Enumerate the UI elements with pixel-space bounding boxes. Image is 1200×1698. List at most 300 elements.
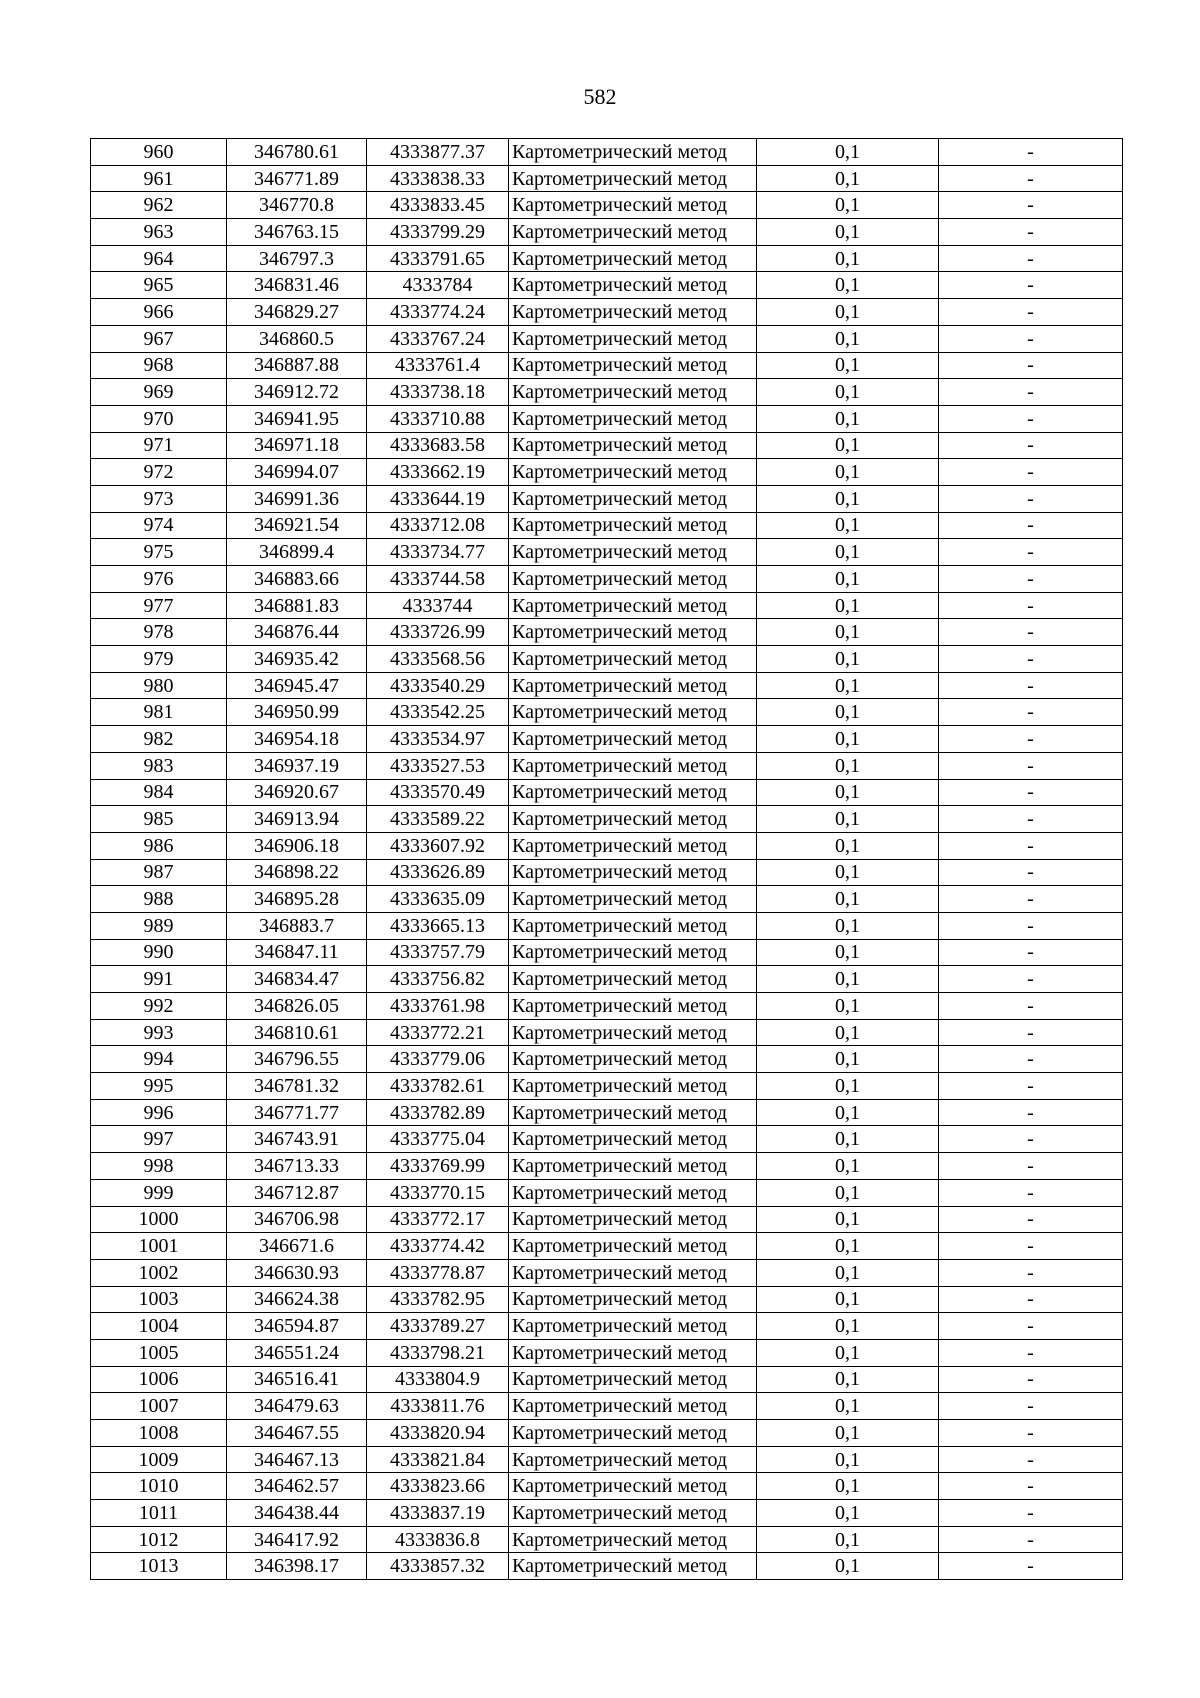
point-number-cell: 961 bbox=[91, 165, 227, 192]
table-row bbox=[91, 619, 1123, 646]
note-cell: - bbox=[939, 165, 1123, 192]
method-cell: Картометрический метод bbox=[509, 432, 757, 459]
point-number-cell: 1007 bbox=[91, 1393, 227, 1420]
method-cell: Картометрический метод bbox=[509, 1553, 757, 1580]
x-coordinate-cell: 346950.99 bbox=[227, 699, 367, 726]
table-row bbox=[91, 1019, 1123, 1046]
note-cell: - bbox=[939, 699, 1123, 726]
table-row bbox=[91, 1446, 1123, 1473]
accuracy-cell: 0,1 bbox=[757, 806, 939, 833]
y-coordinate-cell: 4333540.29 bbox=[367, 672, 509, 699]
y-coordinate-cell: 4333791.65 bbox=[367, 245, 509, 272]
note-cell: - bbox=[939, 832, 1123, 859]
table-row bbox=[91, 165, 1123, 192]
y-coordinate-cell: 4333744.58 bbox=[367, 566, 509, 593]
x-coordinate-cell: 346883.7 bbox=[227, 912, 367, 939]
method-cell: Картометрический метод bbox=[509, 272, 757, 299]
method-cell: Картометрический метод bbox=[509, 592, 757, 619]
note-cell: - bbox=[939, 779, 1123, 806]
x-coordinate-cell: 346991.36 bbox=[227, 485, 367, 512]
point-number-cell: 990 bbox=[91, 939, 227, 966]
point-number-cell: 972 bbox=[91, 459, 227, 486]
note-cell: - bbox=[939, 1500, 1123, 1527]
point-number-cell: 1002 bbox=[91, 1259, 227, 1286]
y-coordinate-cell: 4333568.56 bbox=[367, 646, 509, 673]
note-cell: - bbox=[939, 272, 1123, 299]
x-coordinate-cell: 346479.63 bbox=[227, 1393, 367, 1420]
accuracy-cell: 0,1 bbox=[757, 672, 939, 699]
x-coordinate-cell: 346887.88 bbox=[227, 352, 367, 379]
note-cell: - bbox=[939, 886, 1123, 913]
method-cell: Картометрический метод bbox=[509, 779, 757, 806]
note-cell: - bbox=[939, 1073, 1123, 1100]
note-cell: - bbox=[939, 912, 1123, 939]
accuracy-cell: 0,1 bbox=[757, 1500, 939, 1527]
method-cell: Картометрический метод bbox=[509, 299, 757, 326]
accuracy-cell: 0,1 bbox=[757, 1206, 939, 1233]
note-cell: - bbox=[939, 1526, 1123, 1553]
method-cell: Картометрический метод bbox=[509, 1420, 757, 1447]
y-coordinate-cell: 4333789.27 bbox=[367, 1313, 509, 1340]
table-row bbox=[91, 512, 1123, 539]
accuracy-cell: 0,1 bbox=[757, 1553, 939, 1580]
table-row bbox=[91, 566, 1123, 593]
accuracy-cell: 0,1 bbox=[757, 405, 939, 432]
x-coordinate-cell: 346763.15 bbox=[227, 219, 367, 246]
method-cell: Картометрический метод bbox=[509, 379, 757, 406]
y-coordinate-cell: 4333665.13 bbox=[367, 912, 509, 939]
table-row bbox=[91, 939, 1123, 966]
note-cell: - bbox=[939, 1313, 1123, 1340]
note-cell: - bbox=[939, 619, 1123, 646]
x-coordinate-cell: 346467.13 bbox=[227, 1446, 367, 1473]
accuracy-cell: 0,1 bbox=[757, 459, 939, 486]
accuracy-cell: 0,1 bbox=[757, 245, 939, 272]
accuracy-cell: 0,1 bbox=[757, 165, 939, 192]
y-coordinate-cell: 4333726.99 bbox=[367, 619, 509, 646]
point-number-cell: 991 bbox=[91, 966, 227, 993]
point-number-cell: 984 bbox=[91, 779, 227, 806]
note-cell: - bbox=[939, 1366, 1123, 1393]
point-number-cell: 975 bbox=[91, 539, 227, 566]
y-coordinate-cell: 4333811.76 bbox=[367, 1393, 509, 1420]
table-row bbox=[91, 1500, 1123, 1527]
point-number-cell: 981 bbox=[91, 699, 227, 726]
table-row bbox=[91, 1366, 1123, 1393]
accuracy-cell: 0,1 bbox=[757, 1473, 939, 1500]
x-coordinate-cell: 346810.61 bbox=[227, 1019, 367, 1046]
x-coordinate-cell: 346895.28 bbox=[227, 886, 367, 913]
x-coordinate-cell: 346624.38 bbox=[227, 1286, 367, 1313]
x-coordinate-cell: 346743.91 bbox=[227, 1126, 367, 1153]
note-cell: - bbox=[939, 646, 1123, 673]
y-coordinate-cell: 4333767.24 bbox=[367, 325, 509, 352]
accuracy-cell: 0,1 bbox=[757, 1366, 939, 1393]
table-row bbox=[91, 592, 1123, 619]
x-coordinate-cell: 346920.67 bbox=[227, 779, 367, 806]
note-cell: - bbox=[939, 1019, 1123, 1046]
y-coordinate-cell: 4333838.33 bbox=[367, 165, 509, 192]
accuracy-cell: 0,1 bbox=[757, 352, 939, 379]
accuracy-cell: 0,1 bbox=[757, 272, 939, 299]
accuracy-cell: 0,1 bbox=[757, 1179, 939, 1206]
note-cell: - bbox=[939, 325, 1123, 352]
note-cell: - bbox=[939, 512, 1123, 539]
x-coordinate-cell: 346781.32 bbox=[227, 1073, 367, 1100]
point-number-cell: 1010 bbox=[91, 1473, 227, 1500]
x-coordinate-cell: 346883.66 bbox=[227, 566, 367, 593]
table-row bbox=[91, 1233, 1123, 1260]
accuracy-cell: 0,1 bbox=[757, 939, 939, 966]
x-coordinate-cell: 346771.89 bbox=[227, 165, 367, 192]
method-cell: Картометрический метод bbox=[509, 886, 757, 913]
method-cell: Картометрический метод bbox=[509, 405, 757, 432]
point-number-cell: 1004 bbox=[91, 1313, 227, 1340]
x-coordinate-cell: 346860.5 bbox=[227, 325, 367, 352]
table-row bbox=[91, 779, 1123, 806]
accuracy-cell: 0,1 bbox=[757, 859, 939, 886]
table-row bbox=[91, 1206, 1123, 1233]
accuracy-cell: 0,1 bbox=[757, 592, 939, 619]
accuracy-cell: 0,1 bbox=[757, 752, 939, 779]
note-cell: - bbox=[939, 299, 1123, 326]
accuracy-cell: 0,1 bbox=[757, 1019, 939, 1046]
x-coordinate-cell: 346834.47 bbox=[227, 966, 367, 993]
point-number-cell: 980 bbox=[91, 672, 227, 699]
note-cell: - bbox=[939, 1446, 1123, 1473]
y-coordinate-cell: 4333774.24 bbox=[367, 299, 509, 326]
point-number-cell: 998 bbox=[91, 1153, 227, 1180]
accuracy-cell: 0,1 bbox=[757, 1073, 939, 1100]
x-coordinate-cell: 346771.77 bbox=[227, 1099, 367, 1126]
accuracy-cell: 0,1 bbox=[757, 192, 939, 219]
x-coordinate-cell: 346770.8 bbox=[227, 192, 367, 219]
note-cell: - bbox=[939, 459, 1123, 486]
point-number-cell: 970 bbox=[91, 405, 227, 432]
table-row bbox=[91, 1553, 1123, 1580]
note-cell: - bbox=[939, 219, 1123, 246]
table-row bbox=[91, 752, 1123, 779]
method-cell: Картометрический метод bbox=[509, 1473, 757, 1500]
accuracy-cell: 0,1 bbox=[757, 325, 939, 352]
point-number-cell: 960 bbox=[91, 139, 227, 166]
y-coordinate-cell: 4333837.19 bbox=[367, 1500, 509, 1527]
table-row bbox=[91, 379, 1123, 406]
method-cell: Картометрический метод bbox=[509, 752, 757, 779]
x-coordinate-cell: 346941.95 bbox=[227, 405, 367, 432]
accuracy-cell: 0,1 bbox=[757, 1420, 939, 1447]
y-coordinate-cell: 4333779.06 bbox=[367, 1046, 509, 1073]
note-cell: - bbox=[939, 245, 1123, 272]
note-cell: - bbox=[939, 806, 1123, 833]
method-cell: Картометрический метод bbox=[509, 1366, 757, 1393]
y-coordinate-cell: 4333607.92 bbox=[367, 832, 509, 859]
method-cell: Картометрический метод bbox=[509, 512, 757, 539]
table-row bbox=[91, 405, 1123, 432]
y-coordinate-cell: 4333784 bbox=[367, 272, 509, 299]
x-coordinate-cell: 346876.44 bbox=[227, 619, 367, 646]
table-row bbox=[91, 139, 1123, 166]
note-cell: - bbox=[939, 859, 1123, 886]
note-cell: - bbox=[939, 1553, 1123, 1580]
method-cell: Картометрический метод bbox=[509, 566, 757, 593]
x-coordinate-cell: 346398.17 bbox=[227, 1553, 367, 1580]
point-number-cell: 999 bbox=[91, 1179, 227, 1206]
method-cell: Картометрический метод bbox=[509, 1233, 757, 1260]
method-cell: Картометрический метод bbox=[509, 1179, 757, 1206]
y-coordinate-cell: 4333857.32 bbox=[367, 1553, 509, 1580]
method-cell: Картометрический метод bbox=[509, 859, 757, 886]
table-row bbox=[91, 299, 1123, 326]
x-coordinate-cell: 346826.05 bbox=[227, 993, 367, 1020]
table-row bbox=[91, 1046, 1123, 1073]
accuracy-cell: 0,1 bbox=[757, 139, 939, 166]
method-cell: Картометрический метод bbox=[509, 192, 757, 219]
table-row bbox=[91, 699, 1123, 726]
method-cell: Картометрический метод bbox=[509, 1046, 757, 1073]
table-row bbox=[91, 1286, 1123, 1313]
y-coordinate-cell: 4333821.84 bbox=[367, 1446, 509, 1473]
x-coordinate-cell: 346671.6 bbox=[227, 1233, 367, 1260]
x-coordinate-cell: 346712.87 bbox=[227, 1179, 367, 1206]
accuracy-cell: 0,1 bbox=[757, 912, 939, 939]
method-cell: Картометрический метод bbox=[509, 832, 757, 859]
point-number-cell: 1000 bbox=[91, 1206, 227, 1233]
note-cell: - bbox=[939, 939, 1123, 966]
table-row bbox=[91, 1153, 1123, 1180]
y-coordinate-cell: 4333833.45 bbox=[367, 192, 509, 219]
y-coordinate-cell: 4333570.49 bbox=[367, 779, 509, 806]
method-cell: Картометрический метод bbox=[509, 459, 757, 486]
table-row bbox=[91, 672, 1123, 699]
method-cell: Картометрический метод bbox=[509, 939, 757, 966]
note-cell: - bbox=[939, 1233, 1123, 1260]
method-cell: Картометрический метод bbox=[509, 646, 757, 673]
x-coordinate-cell: 346594.87 bbox=[227, 1313, 367, 1340]
table-row bbox=[91, 219, 1123, 246]
table-row bbox=[91, 192, 1123, 219]
accuracy-cell: 0,1 bbox=[757, 566, 939, 593]
accuracy-cell: 0,1 bbox=[757, 832, 939, 859]
x-coordinate-cell: 346898.22 bbox=[227, 859, 367, 886]
y-coordinate-cell: 4333774.42 bbox=[367, 1233, 509, 1260]
method-cell: Картометрический метод bbox=[509, 993, 757, 1020]
accuracy-cell: 0,1 bbox=[757, 1446, 939, 1473]
method-cell: Картометрический метод bbox=[509, 1526, 757, 1553]
table-row bbox=[91, 1126, 1123, 1153]
method-cell: Картометрический метод bbox=[509, 1500, 757, 1527]
accuracy-cell: 0,1 bbox=[757, 1233, 939, 1260]
note-cell: - bbox=[939, 1259, 1123, 1286]
accuracy-cell: 0,1 bbox=[757, 1153, 939, 1180]
x-coordinate-cell: 346462.57 bbox=[227, 1473, 367, 1500]
x-coordinate-cell: 346417.92 bbox=[227, 1526, 367, 1553]
method-cell: Картометрический метод bbox=[509, 1339, 757, 1366]
method-cell: Картометрический метод bbox=[509, 245, 757, 272]
y-coordinate-cell: 4333756.82 bbox=[367, 966, 509, 993]
point-number-cell: 1012 bbox=[91, 1526, 227, 1553]
y-coordinate-cell: 4333626.89 bbox=[367, 859, 509, 886]
table-row bbox=[91, 1393, 1123, 1420]
method-cell: Картометрический метод bbox=[509, 1286, 757, 1313]
note-cell: - bbox=[939, 1286, 1123, 1313]
table-row bbox=[91, 352, 1123, 379]
x-coordinate-cell: 346906.18 bbox=[227, 832, 367, 859]
note-cell: - bbox=[939, 539, 1123, 566]
x-coordinate-cell: 346994.07 bbox=[227, 459, 367, 486]
note-cell: - bbox=[939, 485, 1123, 512]
point-number-cell: 977 bbox=[91, 592, 227, 619]
y-coordinate-cell: 4333820.94 bbox=[367, 1420, 509, 1447]
accuracy-cell: 0,1 bbox=[757, 726, 939, 753]
x-coordinate-cell: 346831.46 bbox=[227, 272, 367, 299]
point-number-cell: 966 bbox=[91, 299, 227, 326]
method-cell: Картометрический метод bbox=[509, 1206, 757, 1233]
coordinates-table bbox=[90, 138, 1123, 1580]
x-coordinate-cell: 346516.41 bbox=[227, 1366, 367, 1393]
table-row bbox=[91, 912, 1123, 939]
note-cell: - bbox=[939, 726, 1123, 753]
table-row bbox=[91, 459, 1123, 486]
note-cell: - bbox=[939, 592, 1123, 619]
table-row bbox=[91, 646, 1123, 673]
accuracy-cell: 0,1 bbox=[757, 699, 939, 726]
y-coordinate-cell: 4333527.53 bbox=[367, 752, 509, 779]
accuracy-cell: 0,1 bbox=[757, 619, 939, 646]
y-coordinate-cell: 4333775.04 bbox=[367, 1126, 509, 1153]
note-cell: - bbox=[939, 1179, 1123, 1206]
table-row bbox=[91, 1073, 1123, 1100]
point-number-cell: 967 bbox=[91, 325, 227, 352]
note-cell: - bbox=[939, 1126, 1123, 1153]
y-coordinate-cell: 4333542.25 bbox=[367, 699, 509, 726]
point-number-cell: 989 bbox=[91, 912, 227, 939]
y-coordinate-cell: 4333782.89 bbox=[367, 1099, 509, 1126]
table-row bbox=[91, 1099, 1123, 1126]
y-coordinate-cell: 4333778.87 bbox=[367, 1259, 509, 1286]
accuracy-cell: 0,1 bbox=[757, 485, 939, 512]
point-number-cell: 996 bbox=[91, 1099, 227, 1126]
table-row bbox=[91, 1179, 1123, 1206]
table-row bbox=[91, 1313, 1123, 1340]
x-coordinate-cell: 346921.54 bbox=[227, 512, 367, 539]
point-number-cell: 1008 bbox=[91, 1420, 227, 1447]
accuracy-cell: 0,1 bbox=[757, 1126, 939, 1153]
x-coordinate-cell: 346713.33 bbox=[227, 1153, 367, 1180]
x-coordinate-cell: 346796.55 bbox=[227, 1046, 367, 1073]
y-coordinate-cell: 4333877.37 bbox=[367, 139, 509, 166]
method-cell: Картометрический метод bbox=[509, 806, 757, 833]
method-cell: Картометрический метод bbox=[509, 699, 757, 726]
note-cell: - bbox=[939, 379, 1123, 406]
point-number-cell: 964 bbox=[91, 245, 227, 272]
table-row bbox=[91, 1420, 1123, 1447]
method-cell: Картометрический метод bbox=[509, 1099, 757, 1126]
x-coordinate-cell: 346706.98 bbox=[227, 1206, 367, 1233]
y-coordinate-cell: 4333635.09 bbox=[367, 886, 509, 913]
y-coordinate-cell: 4333772.21 bbox=[367, 1019, 509, 1046]
y-coordinate-cell: 4333782.95 bbox=[367, 1286, 509, 1313]
accuracy-cell: 0,1 bbox=[757, 219, 939, 246]
method-cell: Картометрический метод bbox=[509, 1393, 757, 1420]
point-number-cell: 973 bbox=[91, 485, 227, 512]
x-coordinate-cell: 346913.94 bbox=[227, 806, 367, 833]
note-cell: - bbox=[939, 192, 1123, 219]
accuracy-cell: 0,1 bbox=[757, 1286, 939, 1313]
table-row bbox=[91, 886, 1123, 913]
x-coordinate-cell: 346551.24 bbox=[227, 1339, 367, 1366]
point-number-cell: 985 bbox=[91, 806, 227, 833]
x-coordinate-cell: 346829.27 bbox=[227, 299, 367, 326]
method-cell: Картометрический метод bbox=[509, 1153, 757, 1180]
accuracy-cell: 0,1 bbox=[757, 299, 939, 326]
point-number-cell: 968 bbox=[91, 352, 227, 379]
point-number-cell: 971 bbox=[91, 432, 227, 459]
point-number-cell: 962 bbox=[91, 192, 227, 219]
method-cell: Картометрический метод bbox=[509, 619, 757, 646]
point-number-cell: 1011 bbox=[91, 1500, 227, 1527]
method-cell: Картометрический метод bbox=[509, 352, 757, 379]
table-row bbox=[91, 432, 1123, 459]
accuracy-cell: 0,1 bbox=[757, 1339, 939, 1366]
page-number: 582 bbox=[583, 84, 617, 109]
point-number-cell: 988 bbox=[91, 886, 227, 913]
accuracy-cell: 0,1 bbox=[757, 1099, 939, 1126]
y-coordinate-cell: 4333772.17 bbox=[367, 1206, 509, 1233]
y-coordinate-cell: 4333761.98 bbox=[367, 993, 509, 1020]
x-coordinate-cell: 346847.11 bbox=[227, 939, 367, 966]
point-number-cell: 992 bbox=[91, 993, 227, 1020]
point-number-cell: 1006 bbox=[91, 1366, 227, 1393]
point-number-cell: 1003 bbox=[91, 1286, 227, 1313]
point-number-cell: 969 bbox=[91, 379, 227, 406]
note-cell: - bbox=[939, 1420, 1123, 1447]
table-row bbox=[91, 806, 1123, 833]
point-number-cell: 987 bbox=[91, 859, 227, 886]
y-coordinate-cell: 4333769.99 bbox=[367, 1153, 509, 1180]
accuracy-cell: 0,1 bbox=[757, 1046, 939, 1073]
point-number-cell: 979 bbox=[91, 646, 227, 673]
accuracy-cell: 0,1 bbox=[757, 1313, 939, 1340]
x-coordinate-cell: 346912.72 bbox=[227, 379, 367, 406]
method-cell: Картометрический метод bbox=[509, 539, 757, 566]
y-coordinate-cell: 4333757.79 bbox=[367, 939, 509, 966]
point-number-cell: 993 bbox=[91, 1019, 227, 1046]
accuracy-cell: 0,1 bbox=[757, 1259, 939, 1286]
accuracy-cell: 0,1 bbox=[757, 1526, 939, 1553]
y-coordinate-cell: 4333734.77 bbox=[367, 539, 509, 566]
point-number-cell: 1001 bbox=[91, 1233, 227, 1260]
table-row bbox=[91, 272, 1123, 299]
table-row bbox=[91, 1339, 1123, 1366]
table-row bbox=[91, 993, 1123, 1020]
note-cell: - bbox=[939, 1206, 1123, 1233]
point-number-cell: 982 bbox=[91, 726, 227, 753]
point-number-cell: 997 bbox=[91, 1126, 227, 1153]
y-coordinate-cell: 4333744 bbox=[367, 592, 509, 619]
accuracy-cell: 0,1 bbox=[757, 512, 939, 539]
point-number-cell: 994 bbox=[91, 1046, 227, 1073]
point-number-cell: 995 bbox=[91, 1073, 227, 1100]
note-cell: - bbox=[939, 1099, 1123, 1126]
note-cell: - bbox=[939, 1046, 1123, 1073]
point-number-cell: 1005 bbox=[91, 1339, 227, 1366]
note-cell: - bbox=[939, 1393, 1123, 1420]
table-row bbox=[91, 859, 1123, 886]
method-cell: Картометрический метод bbox=[509, 1073, 757, 1100]
note-cell: - bbox=[939, 672, 1123, 699]
y-coordinate-cell: 4333836.8 bbox=[367, 1526, 509, 1553]
